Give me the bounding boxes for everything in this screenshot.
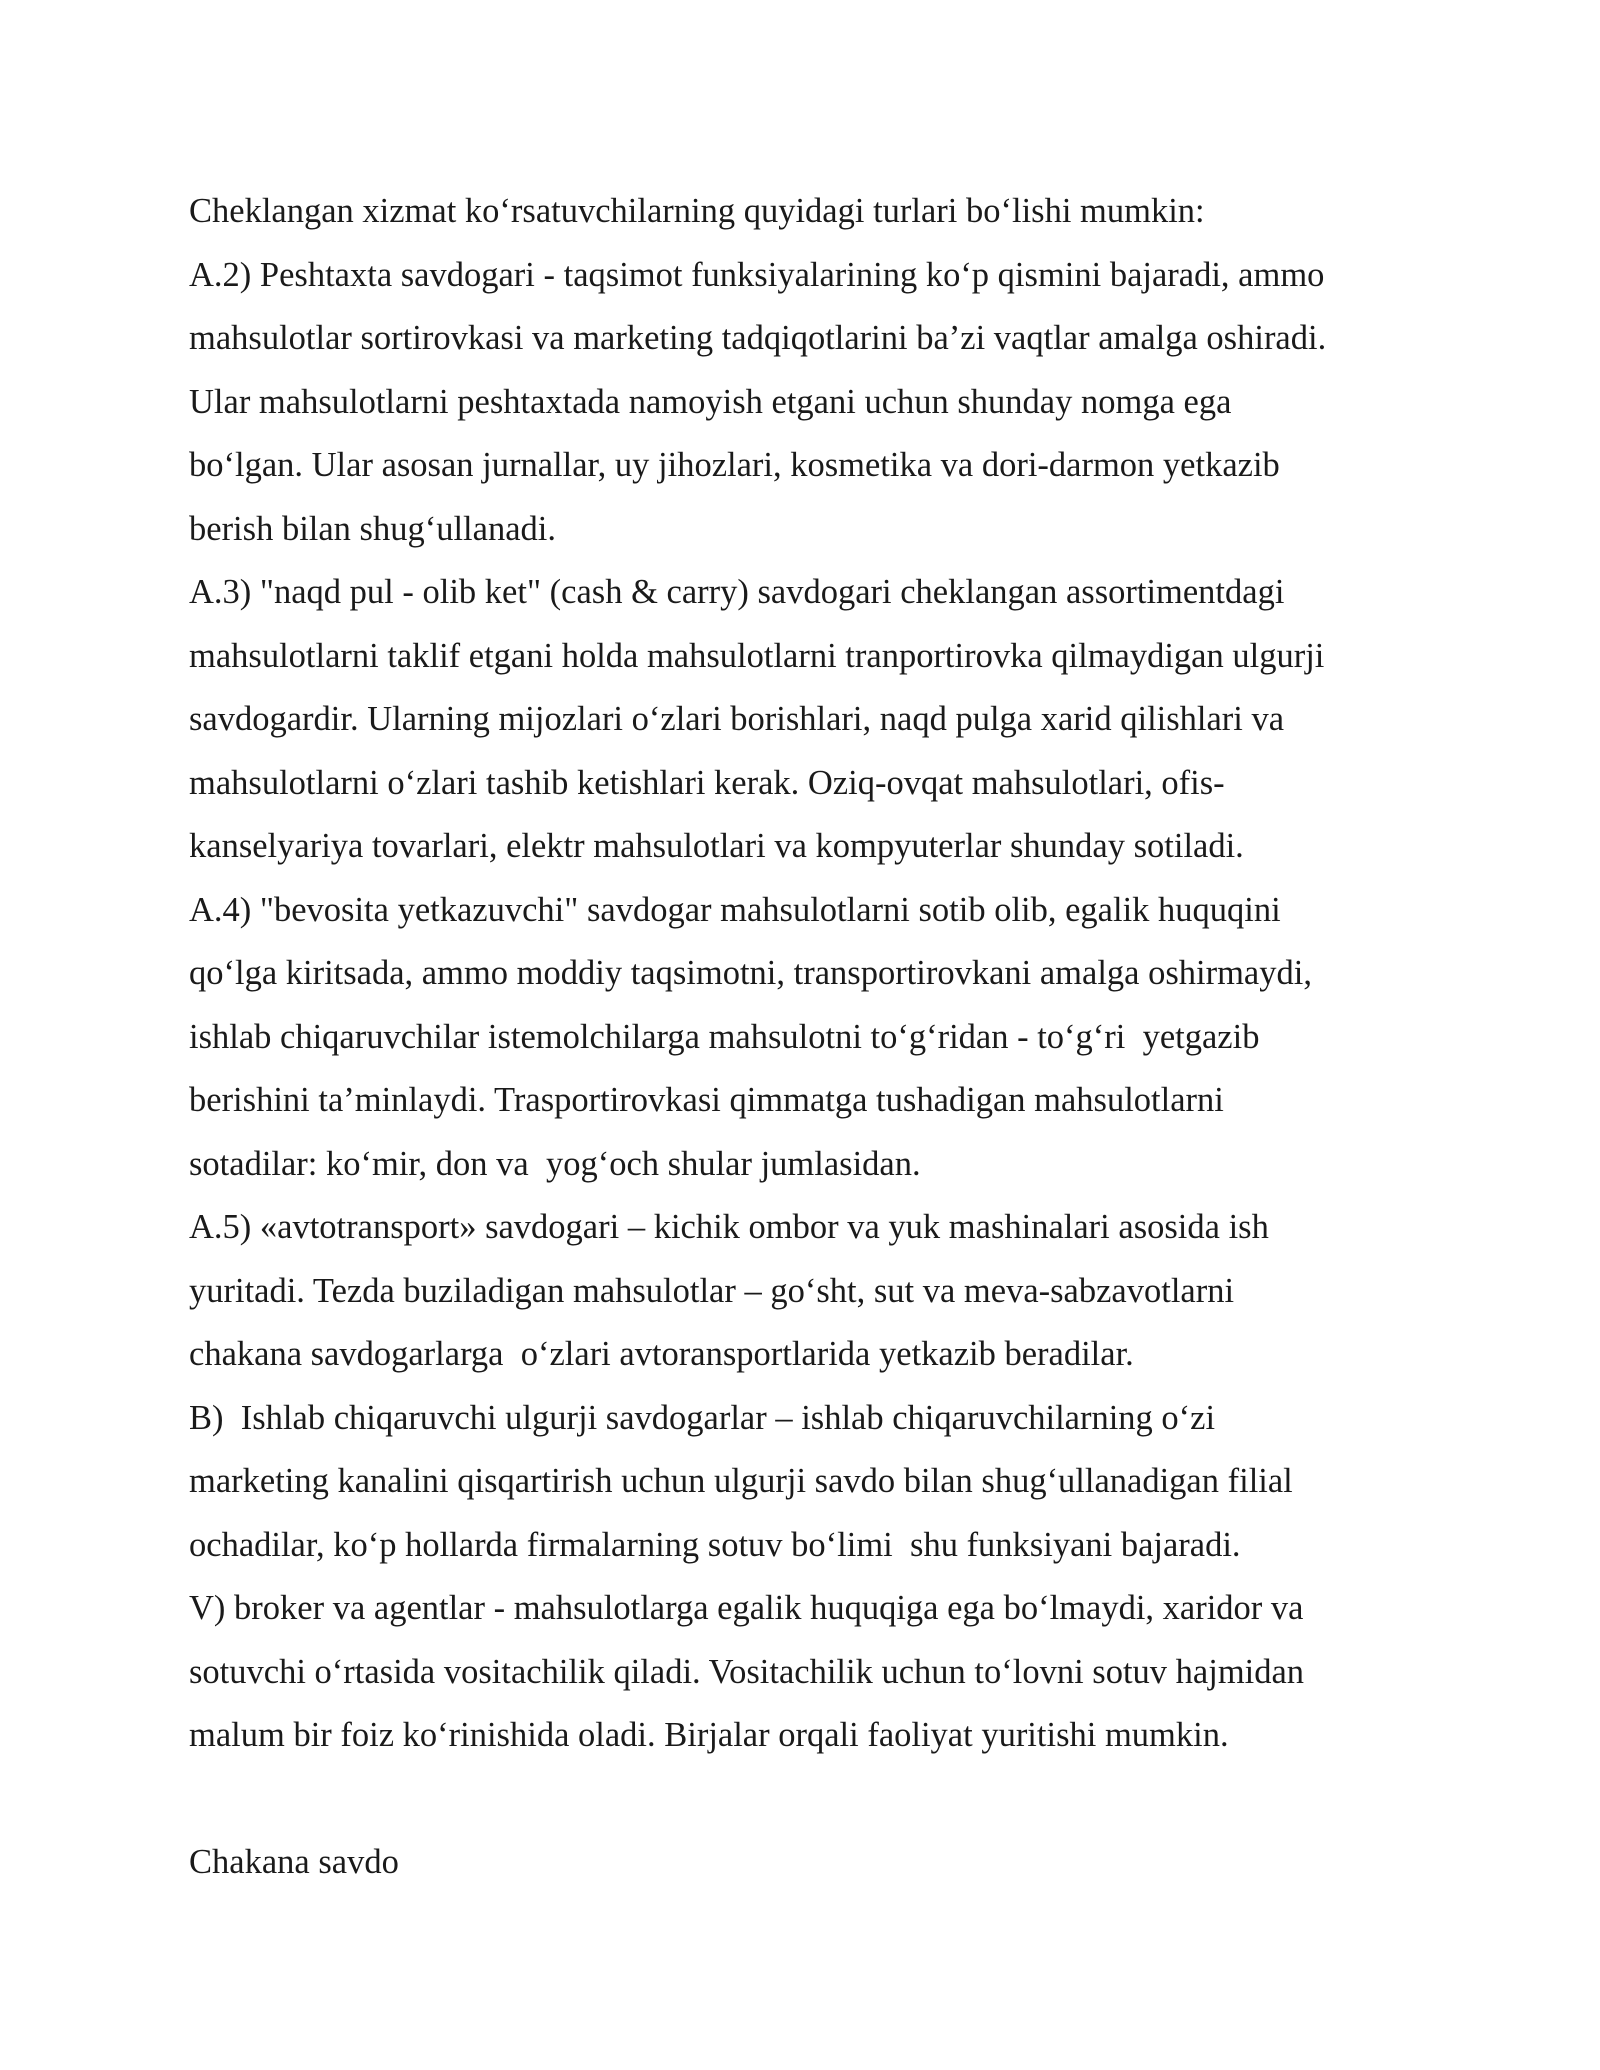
- text-line: yuritadi. Tezda buziladigan mahsulotlar – go‘sht, sut va meva-sabzavotlarni: [189, 1271, 1235, 1310]
- text-line: A.4) "bevosita yetkazuvchi" savdogar mahsulotlarni sotib olib, egalik huquqini: [189, 890, 1281, 929]
- text-line: mahsulotlarni o‘zlari tashib ketishlari kerak. Oziq-ovqat mahsulotlari, ofis-: [189, 763, 1225, 802]
- document-body: [189, 180, 1429, 1895]
- text-line: malum bir foiz ko‘rinishida oladi. Birjalar orqali faoliyat yuritishi mumkin.: [189, 1716, 1229, 1754]
- text-line: mahsulotlarni taklif etgani holda mahsulotlarni tranportirovka qilmaydigan ulgurji: [189, 636, 1325, 675]
- text-line: bo‘lgan. Ular asosan jurnallar, uy jihozlari, kosmetika va dori-darmon yetkazib: [189, 446, 1280, 484]
- text-line: berish bilan shug‘ullanadi.: [189, 509, 556, 548]
- text-line: ishlab chiqaruvchilar istemolchilarga mahsulotni to‘g‘ridan - to‘g‘ri yetgazib: [189, 1017, 1260, 1056]
- text-line: sotadilar: ko‘mir, don va yog‘och shular jumlasidan.: [189, 1144, 921, 1183]
- text-line: B) Ishlab chiqaruvchi ulgurji savdogarlar – ishlab chiqaruvchilarning o‘zi: [189, 1398, 1216, 1437]
- text-line: A.2) Peshtaxta savdogari - taqsimot funksiyalarining ko‘p qismini bajaradi, ammo: [189, 255, 1325, 294]
- text-line: qo‘lga kiritsada, ammo moddiy taqsimotni, transportirovkani amalga oshirmaydi,: [189, 954, 1312, 992]
- text-line: sotuvchi o‘rtasida vositachilik qiladi. Vositachilik uchun to‘lovni sotuv hajmidan: [189, 1652, 1305, 1691]
- text-line: Cheklangan xizmat ko‘rsatuvchilarning quyidagi turlari bo‘lishi mumkin:: [189, 192, 1205, 230]
- text-line: kanselyariya tovarlari, elektr mahsulotlari va kompyuterlar shunday sotiladi.: [189, 827, 1244, 865]
- text-line: mahsulotlar sortirovkasi va marketing tadqiqotlarini ba’zi vaqtlar amalga oshiradi.: [189, 319, 1327, 357]
- text-line: A.3) "naqd pul - olib ket" (cash & carry) savdogari cheklangan assortimentdagi: [189, 573, 1285, 611]
- text-line: marketing kanalini qisqartirish uchun ulgurji savdo bilan shug‘ullanadigan filial: [189, 1462, 1293, 1500]
- text-line: V) broker va agentlar - mahsulotlarga egalik huquqiga ega bo‘lmaydi, xaridor va: [189, 1589, 1304, 1627]
- text-line: chakana savdogarlarga o‘zlari avtoransportlarida yetkazib beradilar.: [189, 1335, 1134, 1373]
- text-line: Ular mahsulotlarni peshtaxtada namoyish etgani uchun shunday nomga ega: [189, 382, 1232, 421]
- text-line: ochadilar, ko‘p hollarda firmalarning sotuv bo‘limi shu funksiyani bajaradi.: [189, 1525, 1241, 1564]
- section-heading: Chakana savdo: [189, 1843, 399, 1881]
- text-line: berishini ta’minlaydi. Trasportirovkasi qimmatga tushadigan mahsulotlarni: [189, 1081, 1224, 1119]
- text-line: A.5) «avtotransport» savdogari – kichik ombor va yuk mashinalari asosida ish: [189, 1208, 1269, 1246]
- blank-line: [189, 1768, 1429, 1832]
- text-line: savdogardir. Ularning mijozlari o‘zlari borishlari, naqd pulga xarid qilishlari va: [189, 700, 1285, 738]
